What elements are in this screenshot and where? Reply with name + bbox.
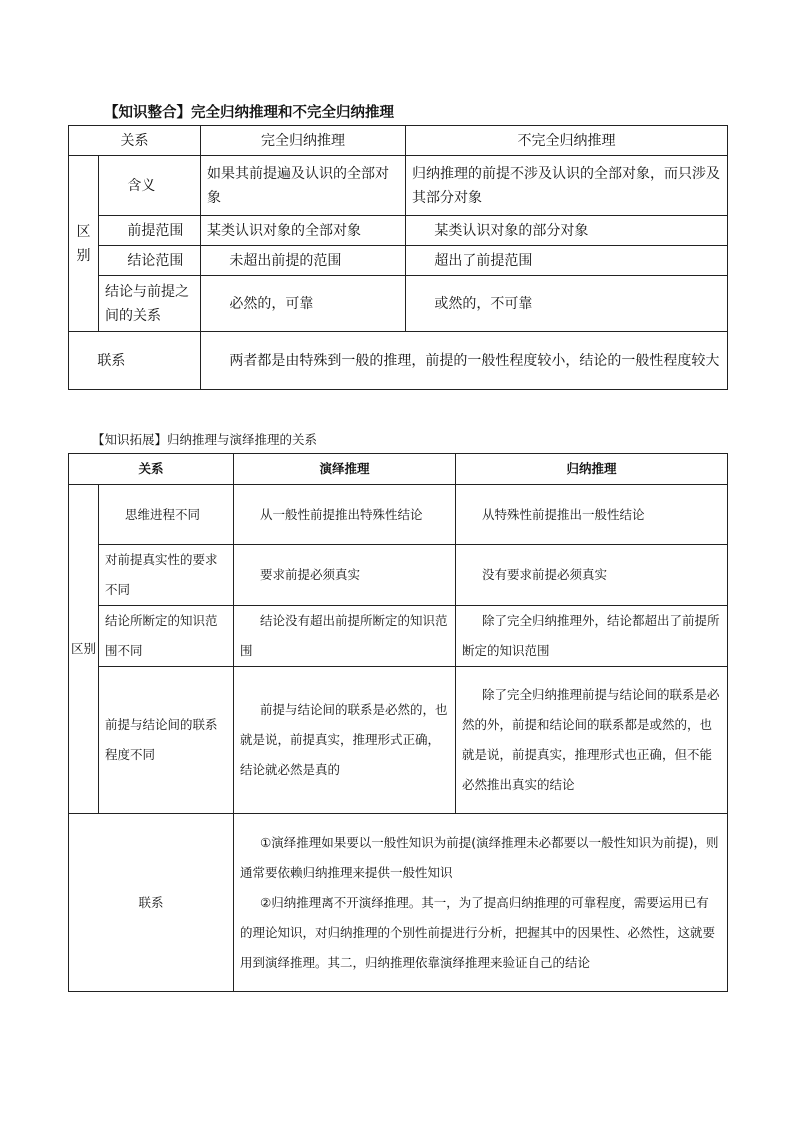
table-header-row <box>69 126 728 156</box>
difference-label: 区别 <box>69 485 99 814</box>
header-relation: 关系 <box>69 126 201 156</box>
difference-label: 区别 <box>69 156 99 332</box>
inductive-cell: 除了完全归纳推理前提与结论间的联系是必然的外，前提和结论间的联系都是或然的，也就是说，前提真实，推理形式也正确，但不能必然推出真实的结论 <box>456 667 728 814</box>
section-title-extension: 【知识拓展】归纳推理与演绎推理的关系 <box>92 432 318 447</box>
connection-paragraph-2: ②归纳推理离不开演绎推理。其一，为了提高归纳推理的可靠程度，需要运用已有的理论知识，对归纳推理的个别性前提进行分析，把握其中的因果性、必然性，这就要用到演绎推理。其二，归纳推理依靠演绎推理来验证自己的结论 <box>240 894 716 970</box>
complete-cell: 未超出前提的范围 <box>201 246 406 276</box>
row-label: 结论与前提之间的关系 <box>99 276 201 332</box>
header-complete-induction: 完全归纳推理 <box>201 126 406 156</box>
table-row <box>69 545 728 606</box>
table-row <box>69 485 728 545</box>
incomplete-cell: 超出了前提范围 <box>406 246 728 276</box>
deductive-cell: 要求前提必须真实 <box>234 545 456 606</box>
row-label: 前提与结论间的联系程度不同 <box>99 667 234 814</box>
incomplete-cell: 某类认识对象的部分对象 <box>406 216 728 246</box>
deductive-cell: 结论没有超出前提所断定的知识范围 <box>234 606 456 667</box>
deductive-cell: 前提与结论间的联系是必然的，也就是说，前提真实，推理形式正确，结论就必然是真的 <box>234 667 456 814</box>
table-header-row <box>69 454 728 485</box>
header-relation: 关系 <box>69 454 234 485</box>
header-inductive: 归纳推理 <box>456 454 728 485</box>
table-row <box>69 216 728 246</box>
section-title-integration: 【知识整合】完全归纳推理和不完全归纳推理 <box>104 105 394 121</box>
row-label: 结论所断定的知识范围不同 <box>99 606 234 667</box>
complete-cell: 必然的，可靠 <box>201 276 406 332</box>
table-row <box>69 156 728 216</box>
connection-row <box>69 814 728 992</box>
row-label: 对前提真实性的要求不同 <box>99 545 234 606</box>
row-label: 前提范围 <box>99 216 201 246</box>
connection-label: 联系 <box>69 332 201 390</box>
inductive-cell: 没有要求前提必须真实 <box>456 545 728 606</box>
row-label: 思维进程不同 <box>99 485 234 545</box>
row-label: 含义 <box>99 156 201 216</box>
header-deductive: 演绎推理 <box>234 454 456 485</box>
complete-incomplete-induction-table <box>68 125 728 390</box>
table-row <box>69 667 728 814</box>
table-row <box>69 276 728 332</box>
connection-row <box>69 332 728 390</box>
table-row <box>69 606 728 667</box>
row-label: 结论范围 <box>99 246 201 276</box>
inductive-cell: 除了完全归纳推理外，结论都超出了前提所断定的知识范围 <box>456 606 728 667</box>
connection-paragraph-1: ①演绎推理如果要以一般性知识为前提(演绎推理未必都要以一般性知识为前提)，则通常要依赖归纳推理来提供一般性知识 <box>240 834 719 880</box>
connection-label: 联系 <box>69 814 234 992</box>
complete-cell: 某类认识对象的全部对象 <box>201 216 406 246</box>
table-row <box>69 246 728 276</box>
induction-deduction-table <box>68 453 728 992</box>
deductive-cell: 从一般性前提推出特殊性结论 <box>234 485 456 545</box>
inductive-cell: 从特殊性前提推出一般性结论 <box>456 485 728 545</box>
connection-content <box>234 814 728 992</box>
incomplete-cell: 归纳推理的前提不涉及认识的全部对象，而只涉及其部分对象 <box>406 156 728 216</box>
header-incomplete-induction: 不完全归纳推理 <box>406 126 728 156</box>
incomplete-cell: 或然的，不可靠 <box>406 276 728 332</box>
connection-text: 两者都是由特殊到一般的推理，前提的一般性程度较小，结论的一般性程度较大 <box>201 332 728 390</box>
complete-cell: 如果其前提遍及认识的全部对象 <box>201 156 406 216</box>
